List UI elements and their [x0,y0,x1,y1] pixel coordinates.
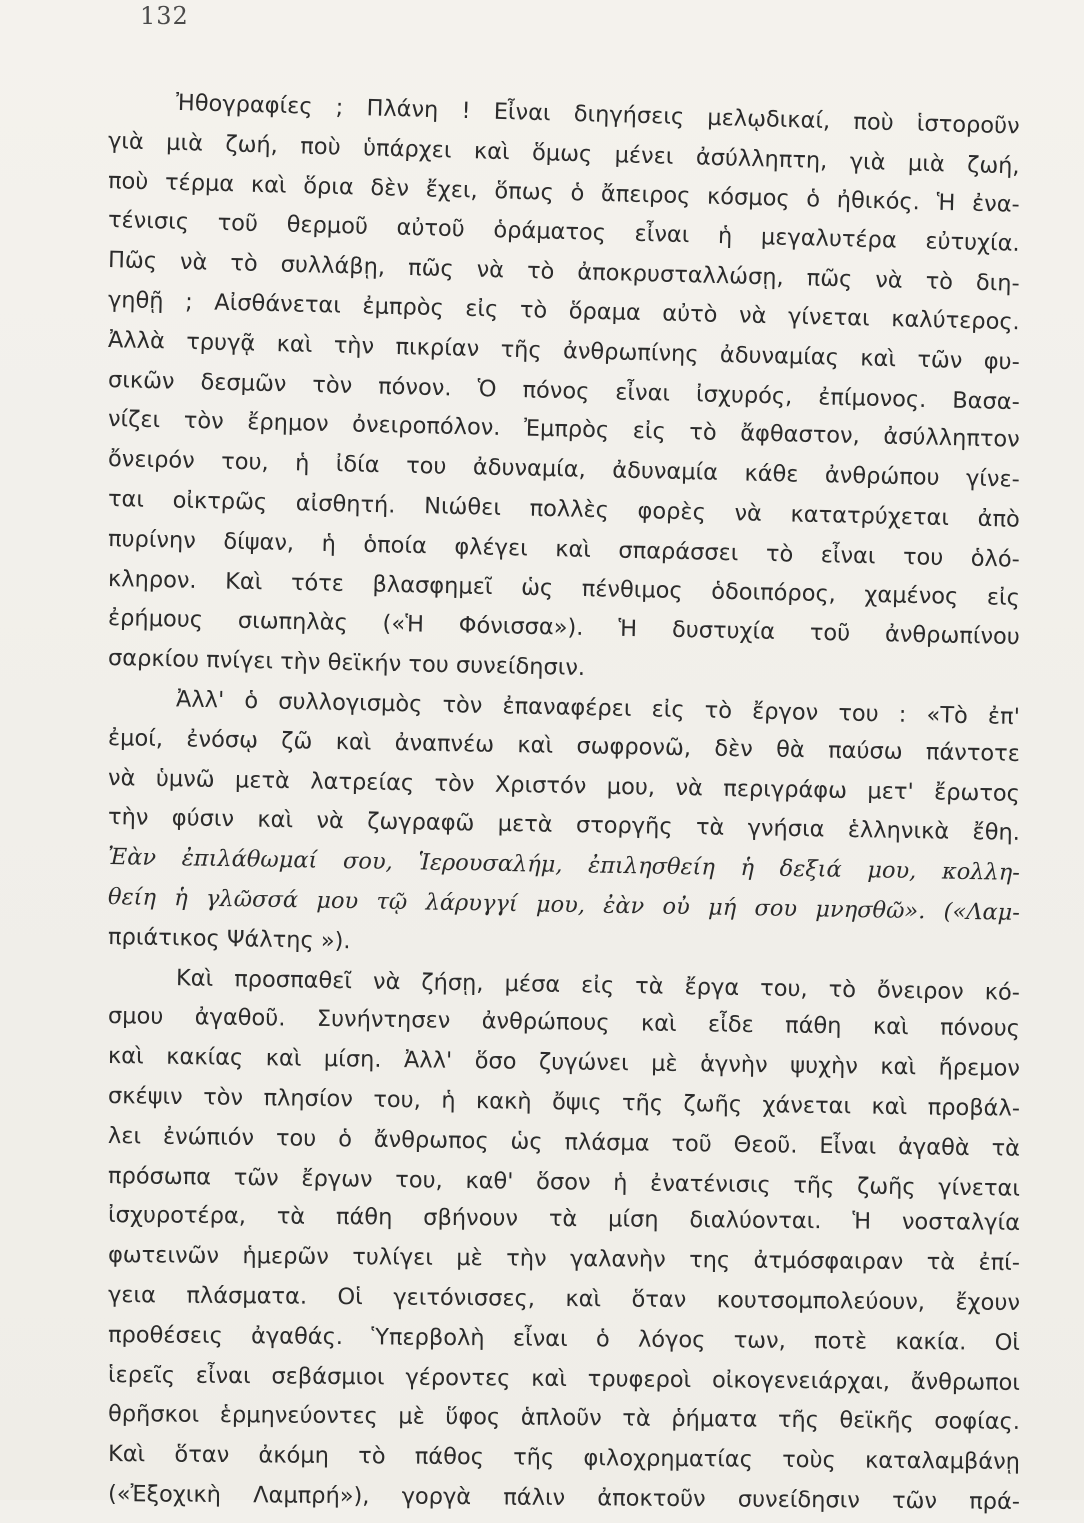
text-line: προθέσεις ἀγαθάς. Ὑπερβολὴ εἶναι ὁ λόγος των, ποτὲ κακία. Οἱ [107,1321,1021,1356]
text-line: σαρκίου πνίγει τὴν θεϊκήν του συνείδησιν. [107,645,586,682]
text-line: ὄνειρόν του, ἡ ἰδία του ἀδυναμία, ἀδυναμία κάθε ἀνθρώπου γίνε- [107,446,1021,493]
page-number: 132 [140,2,189,30]
paragraph-3 [108,958,1020,1515]
text-line: ἐρήμους σιωπηλὰς («Ἡ Φόνισσα»). Ἡ δυστυχία τοῦ ἀνθρωπίνου [107,605,1021,651]
text-line: Καὶ προσπαθεῖ νὰ ζήσῃ, μέσα εἰς τὰ ἔργα του, τὸ ὄνειρον κό- [175,964,1021,1006]
text-line: πριάτικος Ψάλτης »). [107,923,351,954]
italic-quote-line: Ἐὰν ἐπιλάθωμαί σου, Ἱερουσαλήμ, ἐπιλησθείη ἡ δεξιά μου, κολλη- [107,844,1021,887]
text-line: τὴν φύσιν καὶ νὰ ζωγραφῶ μετὰ στοργῆς τὰ γνήσια ἑλληνικὰ ἔθη. [107,804,1021,847]
text-line: κληρον. Καὶ τότε βλασφημεῖ ὡς πένθιμος ὁδοιπόρος, χαμένος εἰς [107,565,1021,611]
text-line: Ἀλλ' ὁ συλλογισμὸς τὸν ἐπαναφέρει εἰς τὸ ἔργον του : «Τὸ ἐπ' [175,686,1021,731]
text-line: ποὺ τέρμα καὶ ὅρια δὲν ἔχει, ὅπως ὁ ἄπειρος κόσμος ὁ ἠθικός. Ἡ ἐνα- [107,167,1021,218]
text-line: γηθῇ ; Αἰσθάνεται ἐμπρὸς εἰς τὸ ὅραμα αὐτὸ νὰ γίνεται καλύτερος. [107,286,1021,336]
text-line: φωτεινῶν ἡμερῶν τυλίγει μὲ τὴν γαλανὴν της ἀτμόσφαιραν τὰ ἐπί- [107,1242,1021,1277]
text-line: νὰ ὑμνῶ μετὰ λατρείας τὸν Χριστόν μου, νὰ περιγράφω μετ' ἔρωτος [107,764,1021,807]
text-line: πυρίνην δίψαν, ἡ ὁποία φλέγει καὶ σπαράσσει τὸ εἶναι του ὁλό- [107,525,1021,573]
text-line: γεια πλάσματα. Οἱ γειτόνισσες, καὶ ὅταν κουτσομπολεύουν, ἔχουν [107,1281,1021,1316]
text-line: Καὶ ὅταν ἀκόμη τὸ πάθος τῆς φιλοχρηματίας τοὺς καταλαμβάνῃ [107,1441,1021,1476]
paragraph-2 [108,679,1020,958]
text-line: τένισις τοῦ θερμοῦ αὐτοῦ ὁράματος εἶναι ἡ μεγαλυτέρα εὐτυχία. [107,207,1021,258]
text-line: ἱερεῖς εἶναι σεβάσμιοι γέροντες καὶ τρυφεροὶ οἰκογενειάρχαι, ἄνθρωποι [107,1361,1021,1396]
body-text [108,82,1020,1515]
text-line: ἰσχυροτέρα, τὰ πάθη σβήνουν τὰ μίση διαλύονται. Ἡ νοσταλγία [107,1202,1021,1237]
text-line: θρῆσκοι ἑρμηνεύοντες μὲ ὕφος ἁπλοῦν τὰ ῥήματα τῆς θεϊκῆς σοφίας. [107,1401,1021,1436]
text-line: καὶ κακίας καὶ μίση. Ἀλλ' ὅσο ζυγώνει μὲ ἁγνὴν ψυχὴν καὶ ἤρεμον [107,1043,1021,1082]
paragraph-1 [107,82,1021,682]
text-line: πρόσωπα τῶν ἔργων του, καθ' ὅσον ἡ ἐνατένισις τῆς ζωῆς γίνεται [107,1162,1021,1202]
italic-quote-line: θείη ἡ γλῶσσά μου τῷ λάρυγγί μου, ἐὰν οὐ μή σου μνησθῶ». («Λαμ- [107,883,1021,926]
text-line: Πῶς νὰ τὸ συλλάβῃ, πῶς νὰ τὸ ἀποκρυσταλλώσῃ, πῶς νὰ τὸ διη- [107,247,1021,298]
text-line: Ἀλλὰ τρυγᾷ καὶ τὴν πικρίαν τῆς ἀνθρωπίνης ἀδυναμίας καὶ τῶν φυ- [107,326,1021,376]
text-line: ται οἰκτρῶς αἰσθητή. Νιώθει πολλὲς φορὲς νὰ κατατρύχεται ἀπὸ [107,485,1021,533]
text-line: ἐμοί, ἐνόσῳ ζῶ καὶ ἀναπνέω καὶ σωφρονῶ, δὲν θὰ παύσω πάντοτε [107,724,1021,767]
text-line: σκέψιν τὸν πλησίον του, ἡ κακὴ ὄψις τῆς ζωῆς χάνεται καὶ προβάλ- [107,1082,1021,1122]
text-line: λει ἐνώπιόν του ὁ ἄνθρωπος ὡς πλάσμα τοῦ Θεοῦ. Εἶναι ἀγαθὰ τὰ [107,1122,1021,1162]
text-line: γιὰ μιὰ ζωή, ποὺ ὑπάρχει καὶ ὅμως μένει ἀσύλληπτη, γιὰ μιὰ ζωή, [107,127,1021,180]
text-line: νίζει τὸν ἔρημον ὀνειροπόλον. Ἐμπρὸς εἰς τὸ ἄφθαστον, ἀσύλληπτον [107,406,1021,454]
text-line: σικῶν δεσμῶν τὸν πόνον. Ὁ πόνος εἶναι ἰσχυρός, ἐπίμονος. Βασα- [107,366,1021,415]
text-line: («Ἐξοχικὴ Λαμπρή»), γοργὰ πάλιν ἀποκτοῦν συνείδησιν τῶν πρά- [107,1480,1021,1515]
text-line: σμου ἀγαθοῦ. Συνήντησεν ἀνθρώπους καὶ εἶδε πάθη καὶ πόνους [107,1003,1021,1043]
text-line: Ἠθογραφίες ; Πλάνη ! Εἶναι διηγήσεις μελῳδικαί, ποὺ ἱστοροῦν [175,89,1021,140]
